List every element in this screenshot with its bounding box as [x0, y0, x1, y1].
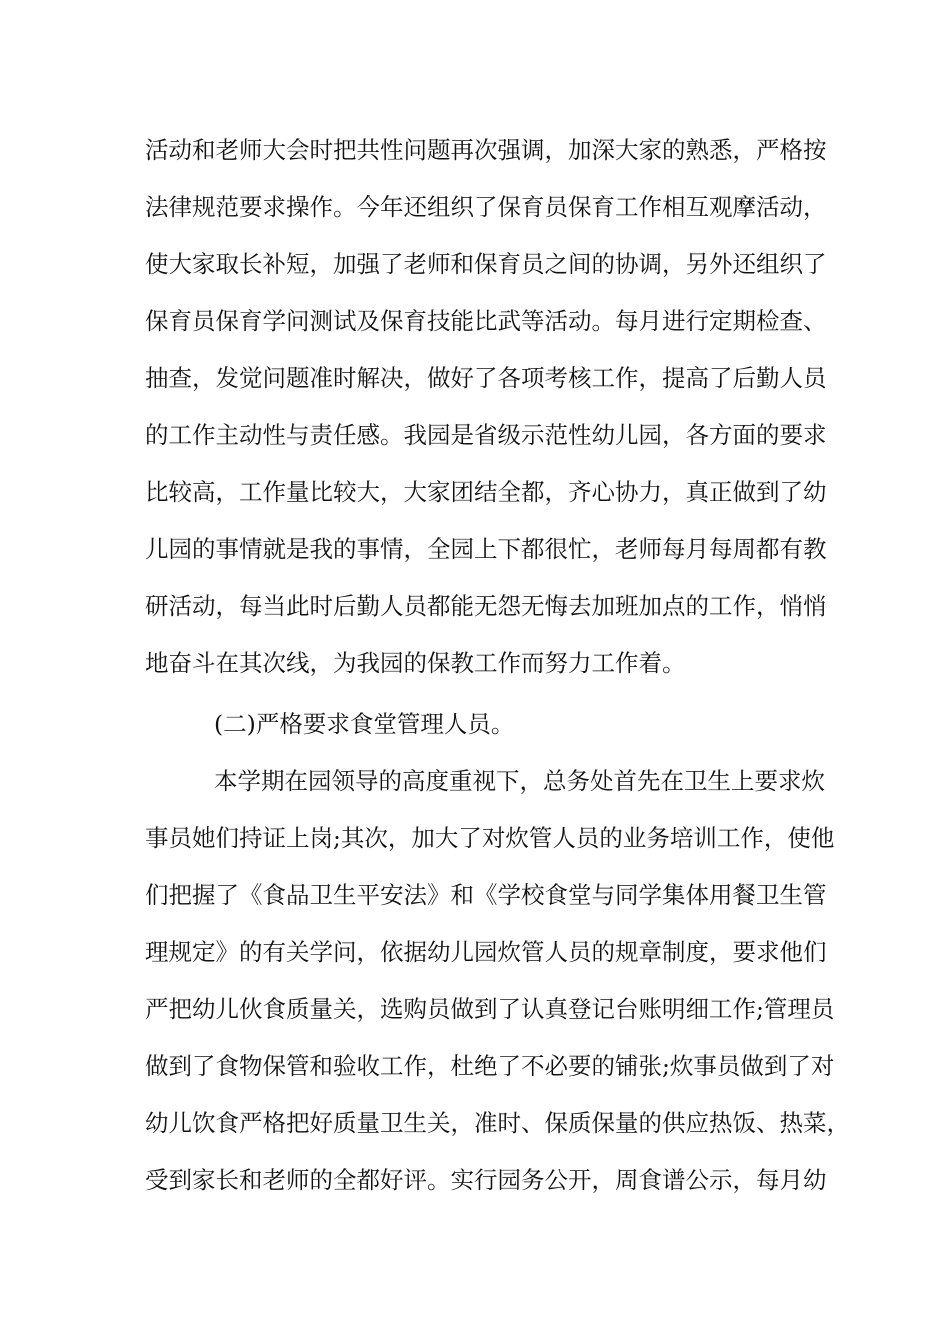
text-line: 事员她们持证上岗;其次，加大了对炊管人员的业务培训工作，使他 — [145, 824, 835, 852]
text-line: 幼儿饮食严格把好质量卫生关，准时、保质保量的供应热饭、热菜， — [145, 1109, 850, 1137]
text-line: 使大家取长补短，加强了老师和保育员之间的协调，另外还组织了 — [145, 250, 827, 278]
text-line: 受到家长和老师的全都好评。实行园务公开，周食谱公示，每月幼 — [145, 1166, 827, 1194]
text-line: 做到了食物保管和验收工作，杜绝了不必要的铺张;炊事员做到了对 — [145, 1052, 835, 1080]
text-line: 理规定》的有关学问，依据幼儿园炊管人员的规章制度，要求他们 — [145, 938, 827, 966]
text-line: 比较高，工作量比较大，大家团结全都，齐心协力，真正做到了幼 — [145, 478, 827, 506]
text-line: 抽查，发觉问题准时解决，做好了各项考核工作，提高了后勤人员 — [145, 364, 827, 392]
text-line: 法律规范要求操作。今年还组织了保育员保育工作相互观摩活动， — [145, 193, 827, 221]
text-line: 的工作主动性与责任感。我园是省级示范性幼儿园，各方面的要求 — [145, 421, 827, 449]
section-heading: (二)严格要求食堂管理人员。 — [214, 710, 515, 738]
text-line: 研活动，每当此时后勤人员都能无怨无悔去加班加点的工作，悄悄 — [145, 592, 827, 620]
text-line: 地奋斗在其次线，为我园的保教工作而努力工作着。 — [145, 649, 686, 677]
text-line: 严把幼儿伙食质量关，选购员做到了认真登记台账明细工作;管理员 — [145, 995, 835, 1023]
text-line: 活动和老师大会时把共性问题再次强调，加深大家的熟悉，严格按 — [145, 136, 827, 164]
text-line: 保育员保育学问测试及保育技能比武等活动。每月进行定期检查、 — [145, 307, 827, 335]
text-line: 们把握了《食品卫生平安法》和《学校食堂与同学集体用餐卫生管 — [145, 881, 827, 909]
text-line: 儿园的事情就是我的事情，全园上下都很忙，老师每月每周都有教 — [145, 535, 827, 563]
paragraph-first-line: 本学期在园领导的高度重视下，总务处首先在卫生上要求炊 — [214, 767, 825, 795]
